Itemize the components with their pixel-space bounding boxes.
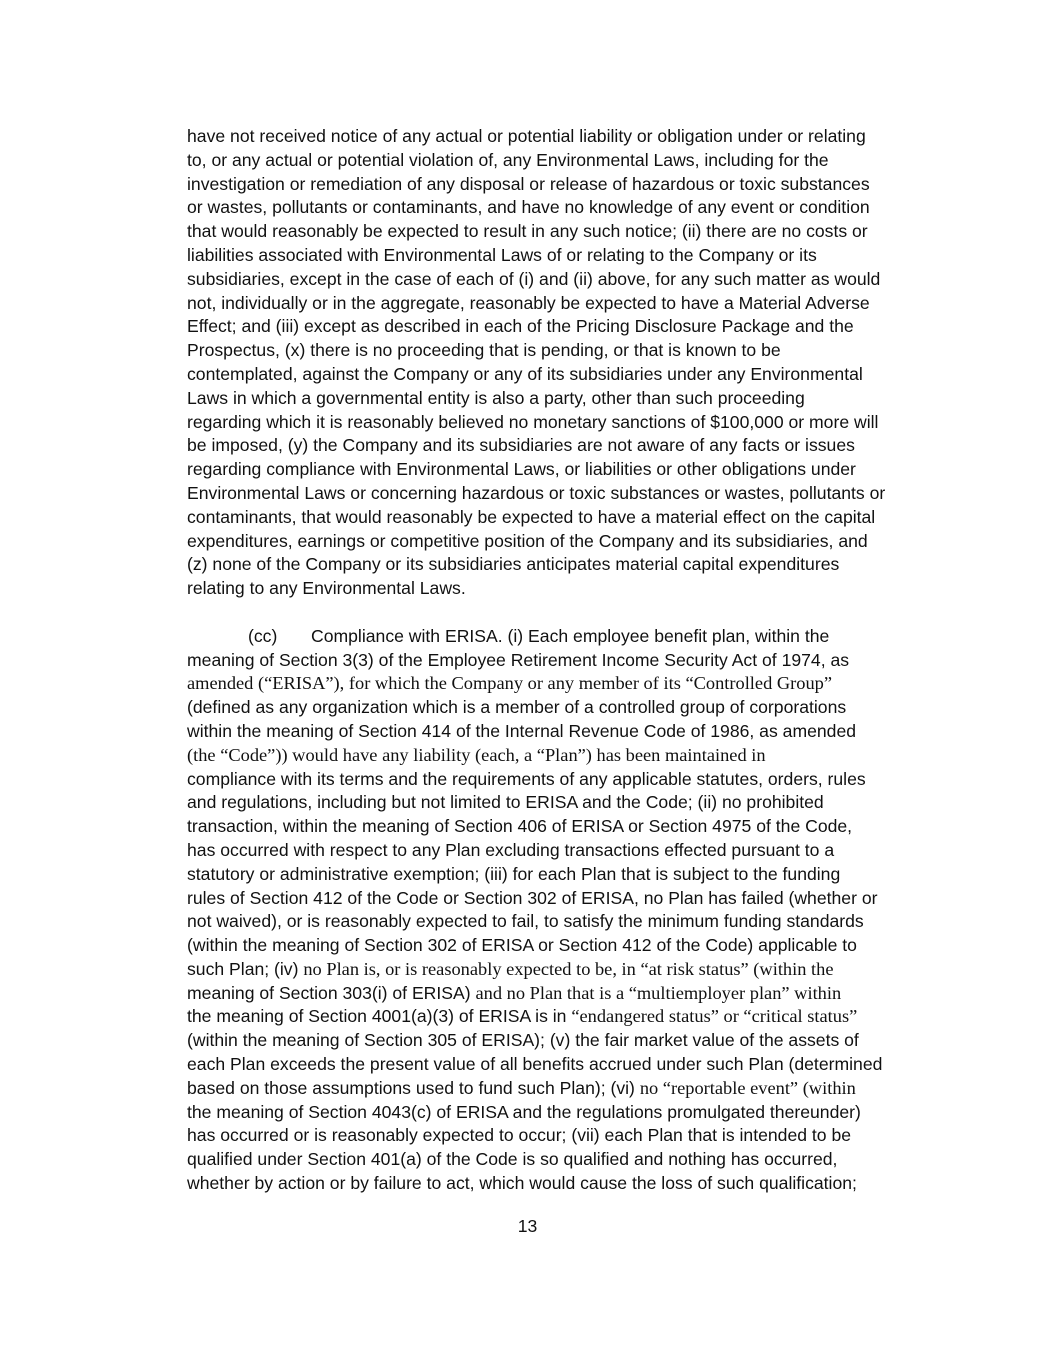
text-line: within the meaning of Section 414 of the Internal Revenue Code of 1986, as amended xyxy=(187,720,857,741)
text-line-mixed xyxy=(187,1077,947,1101)
text-line: not waived), or is reasonably expected to fail, to satisfy the minimum funding standards xyxy=(187,911,864,932)
text-line: (within the meaning of Section 302 of ERISA or Section 412 of the Code) applicable to xyxy=(187,935,857,956)
text-segment-serif: no Plan is, or is reasonably expected to be, in “at risk status” (within the xyxy=(303,958,834,979)
paragraph-section-cc xyxy=(187,625,947,1196)
text-line: whether by action or by failure to act, which would cause the loss of such qualification; xyxy=(187,1173,857,1194)
text-line: contemplated, against the Company or any of its subsidiaries under any Environmental xyxy=(187,363,863,384)
text-line: has occurred or is reasonably expected to occur; (vii) each Plan that is intended to be xyxy=(187,1125,852,1146)
text-line: have not received notice of any actual or potential liability or obligation under or relating xyxy=(187,126,866,146)
text-line: (within the meaning of Section 305 of ERISA); (v) the fair market value of the assets of xyxy=(187,1030,859,1051)
text-line: transaction, within the meaning of Section 406 of ERISA or Section 4975 of the Code, xyxy=(187,816,853,837)
text-line: Compliance with ERISA. (i) Each employee benefit plan, within the xyxy=(311,625,830,646)
text-segment: meaning of Section 303(i) of ERISA) xyxy=(187,982,476,1003)
text-line: that would reasonably be expected to result in any such notice; (ii) there are no costs or xyxy=(187,221,868,242)
text-line: regarding compliance with Environmental Laws, or liabilities or other obligations under xyxy=(187,459,856,480)
text-line: not, individually or in the aggregate, reasonably be expected to have a Material Adverse xyxy=(187,292,870,313)
text-line: each Plan exceeds the present value of all benefits accrued under such Plan (determined xyxy=(187,1054,883,1075)
text-line: Prospectus, (x) there is no proceeding that is pending, or that is known to be xyxy=(187,340,781,361)
text-line: (defined as any organization which is a member of a controlled group of corporations xyxy=(187,697,847,718)
text-line: expenditures, earnings or competitive position of the Company and its subsidiaries, and xyxy=(187,530,868,551)
text-line: to, or any actual or potential violation of, any Environmental Laws, including for the xyxy=(187,149,829,170)
text-line-mixed xyxy=(187,958,947,982)
text-segment-serif: and no Plan that is a “multiemployer plan” within xyxy=(475,982,842,1003)
text-line: regarding which it is reasonably believed no monetary sanctions of $100,000 or more will xyxy=(187,411,879,432)
text-line: rules of Section 412 of the Code or Section 302 of ERISA, no Plan has failed (whether or xyxy=(187,887,878,908)
paragraph-environmental-laws xyxy=(187,125,947,601)
text-line: meaning of Section 3(3) of the Employee Retirement Income Security Act of 1974, as xyxy=(187,649,850,670)
text-line: investigation or remediation of any disposal or release of hazardous or toxic substances xyxy=(187,173,870,194)
text-line: Laws in which a governmental entity is also a party, other than such proceeding xyxy=(187,387,805,408)
text-line: Effect; and (iii) except as described in each of the Pricing Disclosure Package and the xyxy=(187,316,854,337)
text-segment-serif: “endangered status” or “critical status” xyxy=(571,1006,858,1027)
text-line: be imposed, (y) the Company and its subsidiaries are not aware of any facts or issues xyxy=(187,435,855,456)
text-line: contaminants, that would reasonably be expected to have a material effect on the capital xyxy=(187,506,876,527)
text-line: statutory or administrative exemption; (iii) for each Plan that is subject to the funding xyxy=(187,863,841,884)
text-segment: the meaning of Section 4001(a)(3) of ERISA is in xyxy=(187,1006,572,1027)
text-segment: such Plan; (iv) xyxy=(187,958,304,979)
text-line: and regulations, including but not limited to ERISA and the Code; (ii) no prohibited xyxy=(187,792,824,813)
paragraph-spacer xyxy=(187,601,947,625)
text-line: Environmental Laws or concerning hazardous or toxic substances or wastes, pollutants or xyxy=(187,482,886,503)
section-label: (cc) xyxy=(248,625,278,646)
text-line: the meaning of Section 4043(c) of ERISA and the regulations promulgated thereunder) xyxy=(187,1101,861,1122)
page-number: 13 xyxy=(517,1216,538,1236)
text-line: liabilities associated with Environmental Laws of or relating to the Company or its xyxy=(187,244,817,265)
text-segment-serif: no “reportable event” (within xyxy=(639,1077,856,1098)
text-line-mixed xyxy=(187,1005,947,1029)
text-line: relating to any Environmental Laws. xyxy=(187,578,466,599)
text-line-mixed xyxy=(187,982,947,1006)
text-line: (z) none of the Company or its subsidiaries anticipates material capital expenditures xyxy=(187,554,840,575)
text-line: (the “Code”)) would have any liability (each, a “Plan”) has been maintained in xyxy=(187,744,766,765)
text-line: has occurred with respect to any Plan excluding transactions effected pursuant to a xyxy=(187,839,835,860)
text-line: qualified under Section 401(a) of the Code is so qualified and nothing has occurred, xyxy=(187,1149,838,1170)
text-line: or wastes, pollutants or contaminants, and have no knowledge of any event or condition xyxy=(187,197,870,218)
section-cc-heading-line xyxy=(187,625,947,649)
text-segment: based on those assumptions used to fund such Plan); (vi) xyxy=(187,1077,640,1098)
text-line: compliance with its terms and the requirements of any applicable statutes, orders, rules xyxy=(187,768,866,789)
document-body xyxy=(187,125,947,1196)
text-line: subsidiaries, except in the case of each of (i) and (ii) above, for any such matter as would xyxy=(187,268,881,289)
text-line: amended (“ERISA”), for which the Company or any member of its “Controlled Group” xyxy=(187,673,833,694)
